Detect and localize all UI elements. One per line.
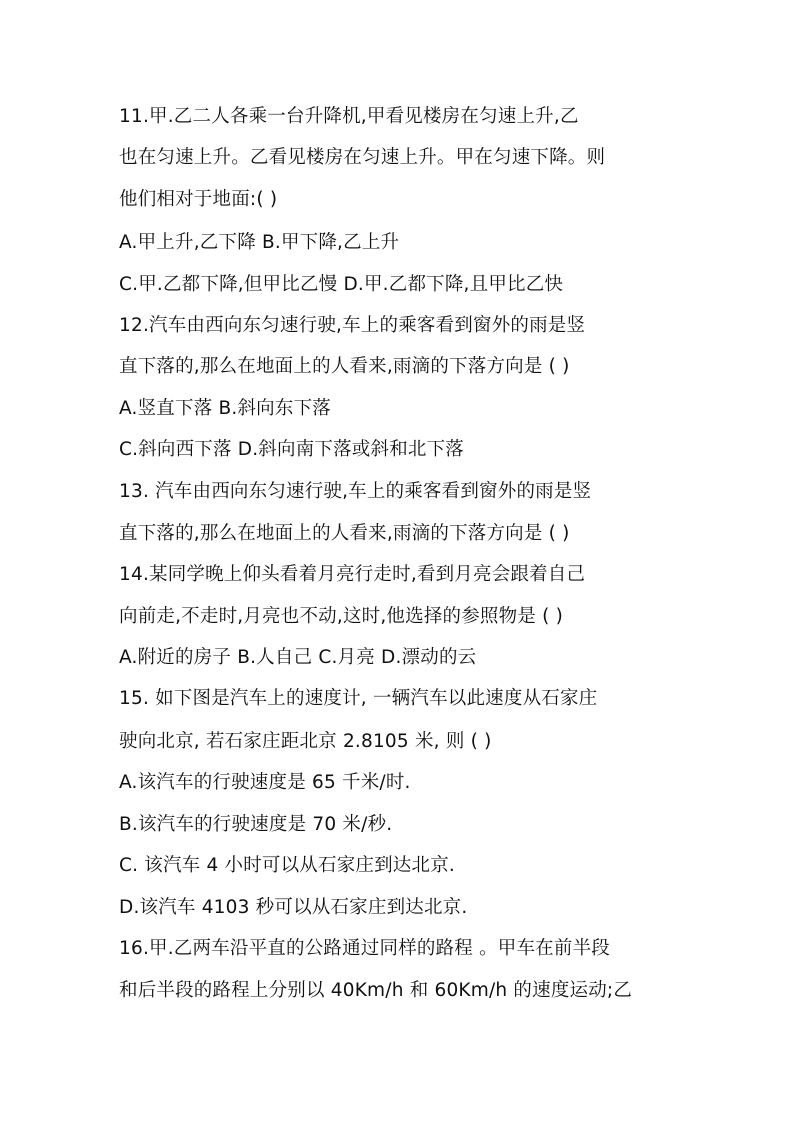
text-line-q11-option-ab: A.甲上升,乙下降 B.甲下降,乙上升 [119,232,400,253]
text-line-q14-2: 向前走,不走时,月亮也不动,这时,他选择的参照物是 ( ) [119,606,564,627]
text-line-q11-option-cd: C.甲.乙都下降,但甲比乙慢 D.甲.乙都下降,且甲比乙快 [119,274,564,295]
text-line-q15-option-b: B.该汽车的行驶速度是 70 米/秒. [119,814,393,835]
text-line-q11-3: 他们相对于地面:( ) [119,189,278,210]
text-line-q15-2: 驶向北京, 若石家庄距北京 2.8105 米, 则 ( ) [119,731,492,752]
text-line-q15-option-c: C. 该汽车 4 小时可以从石家庄到达北京. [119,855,455,876]
text-line-q16-2: 和后半段的路程上分别以 40Km/h 和 60Km/h 的速度运动;乙 [119,980,633,1001]
text-line-q16-1: 16.甲.乙两车沿平直的公路通过同样的路程 。甲车在前半段 [119,938,610,959]
text-line-q12-1: 12.汽车由西向东匀速行驶,车上的乘客看到窗外的雨是竖 [119,315,586,336]
text-line-q11-1: 11.甲.乙二人各乘一台升降机,甲看见楼房在匀速上升,乙 [119,106,579,127]
text-line-q13-1: 13. 汽车由西向东匀速行驶,车上的乘客看到窗外的雨是竖 [119,481,592,502]
text-line-q11-2: 也在匀速上升。乙看见楼房在匀速上升。甲在匀速下降。则 [119,147,606,168]
text-line-q15-option-a: A.该汽车的行驶速度是 65 千米/时. [119,772,411,793]
text-line-q12-2: 直下落的,那么在地面上的人看来,雨滴的下落方向是 ( ) [119,356,570,377]
text-line-q15-option-d: D.该汽车 4103 秒可以从石家庄到达北京. [119,897,468,918]
text-line-q15-1: 15. 如下图是汽车上的速度计, 一辆汽车以此速度从石家庄 [119,688,598,709]
text-line-q13-2: 直下落的,那么在地面上的人看来,雨滴的下落方向是 ( ) [119,523,570,544]
text-line-q14-1: 14.某同学晚上仰头看着月亮行走时,看到月亮会跟着自己 [119,564,586,585]
text-line-q12-option-cd: C.斜向西下落 D.斜向南下落或斜和北下落 [119,439,465,460]
text-line-q14-options: A.附近的房子 B.人自己 C.月亮 D.漂动的云 [119,647,477,668]
text-line-q12-option-ab: A.竖直下落 B.斜向东下落 [119,398,331,419]
